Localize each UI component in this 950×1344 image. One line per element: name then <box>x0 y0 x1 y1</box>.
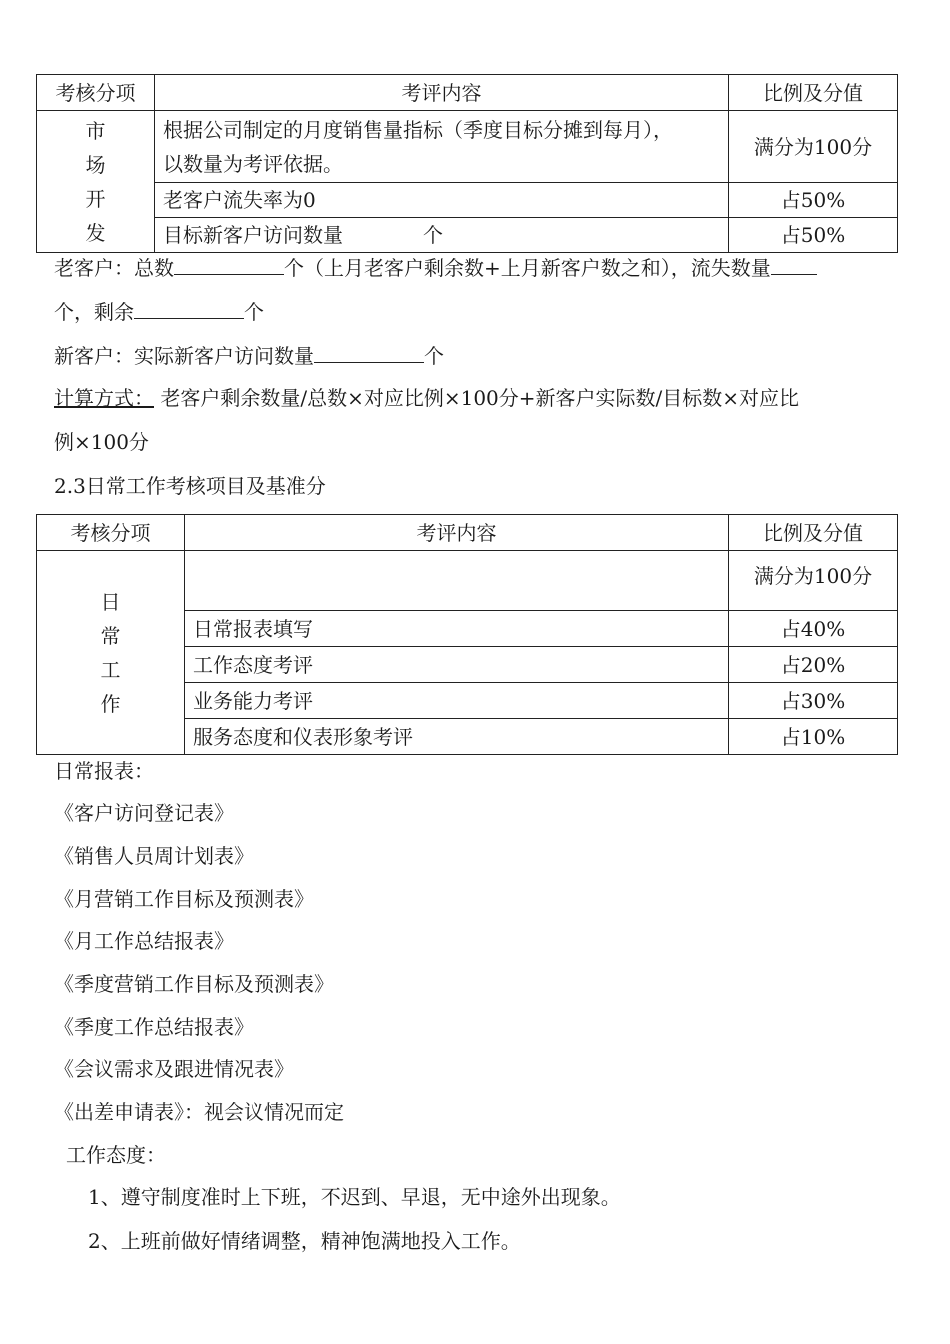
blank-field <box>314 340 424 363</box>
table-header: 考核分项 <box>37 515 185 551</box>
list-item: 《销售人员周计划表》 <box>54 844 254 868</box>
list-item: 《月营销工作目标及预测表》 <box>54 887 314 911</box>
table-cell-content: 日常报表填写 <box>185 611 729 647</box>
table-cell-value: 占40% <box>729 611 898 647</box>
table-cell-value: 占50% <box>729 183 898 218</box>
new-customer-line: 新客户：实际新客户访问数量 个 <box>54 340 444 371</box>
table-header: 考评内容 <box>185 515 729 551</box>
table-cell-content: 服务态度和仪表形象考评 <box>185 719 729 755</box>
list-item: 2、上班前做好情绪调整，精神饱满地投入工作。 <box>88 1229 521 1253</box>
list-item: 《季度工作总结报表》 <box>54 1015 254 1039</box>
table-cell-value: 占30% <box>729 683 898 719</box>
calc-label: 计算方式： <box>54 386 154 410</box>
table-header: 考评内容 <box>155 75 729 111</box>
list-item: 《月工作总结报表》 <box>54 929 234 953</box>
table-cell-value: 占50% <box>729 218 898 253</box>
table-cell-content <box>155 218 729 253</box>
market-development-table <box>36 74 898 253</box>
table-cell-value: 占20% <box>729 647 898 683</box>
old-customer-line-2: 个，剩余 个 <box>54 296 264 327</box>
calc-text: 老客户剩余数量/总数×对应比例×100分+新客户实际数/目标数×对应比 <box>160 386 800 410</box>
unit-text: 个 <box>423 223 443 247</box>
list-item: 《出差申请表》：视会议情况而定 <box>54 1100 344 1124</box>
list-item: 《季度营销工作目标及预测表》 <box>54 972 334 996</box>
table-header: 考核分项 <box>37 75 155 111</box>
blank-field <box>134 296 244 319</box>
category-char: 工 <box>100 657 121 682</box>
old-customer-line-1: 老客户：总数 个（上月老客户剩余数+上月新客户数之和），流失数量 <box>54 252 817 283</box>
content-text: 目标新客户访问数量 <box>163 223 343 247</box>
table-cell-value: 占10% <box>729 719 898 755</box>
list-item: 1、遵守制度准时上下班，不迟到、早退，无中途外出现象。 <box>88 1185 621 1209</box>
category-char: 日 <box>100 589 121 614</box>
blank-field <box>771 252 817 275</box>
blank-field <box>174 252 284 275</box>
table-cell-content: 老客户流失率为0 <box>155 183 729 218</box>
daily-reports-heading: 日常报表： <box>54 759 154 783</box>
daily-work-table <box>36 514 898 755</box>
table-header: 比例及分值 <box>729 515 898 551</box>
category-char: 开 <box>85 186 106 211</box>
section-heading: 2.3日常工作考核项目及基准分 <box>54 474 326 498</box>
category-char: 市 <box>85 118 106 143</box>
table-header: 比例及分值 <box>729 75 898 111</box>
category-char: 场 <box>85 152 106 177</box>
category-char: 作 <box>100 691 121 716</box>
table-cell-content: 工作态度考评 <box>185 647 729 683</box>
category-char: 常 <box>100 623 121 648</box>
table-cell-content <box>185 551 729 611</box>
table-cell-content: 根据公司制定的月度销售量指标（季度目标分摊到每月），以数量为考评依据。 <box>155 111 729 183</box>
table-cell-value: 满分为100分 <box>729 551 898 611</box>
calculation-line-2: 例×100分 <box>54 430 149 454</box>
list-item: 《会议需求及跟进情况表》 <box>54 1057 294 1081</box>
category-char: 发 <box>85 220 106 245</box>
category-cell <box>37 551 185 755</box>
list-item: 《客户访问登记表》 <box>54 801 234 825</box>
work-attitude-heading: 工作态度： <box>66 1143 166 1167</box>
calculation-line <box>54 383 799 413</box>
category-cell <box>37 111 155 253</box>
table-cell-value: 满分为100分 <box>729 111 898 183</box>
table-cell-content: 业务能力考评 <box>185 683 729 719</box>
